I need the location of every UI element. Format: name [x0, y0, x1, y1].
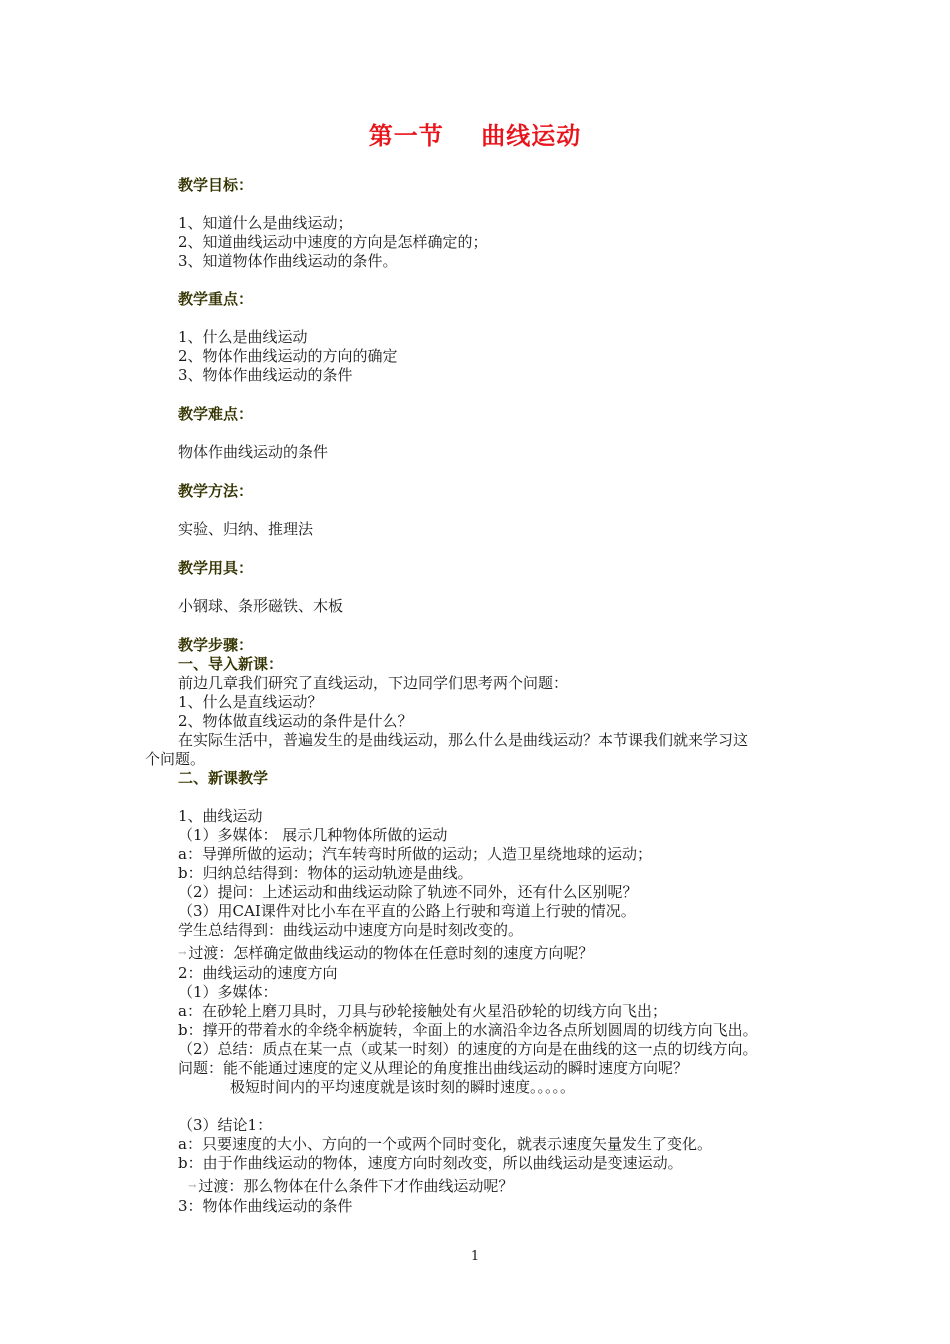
transition-text: 过渡：那么物体在什么条件下才作曲线运动呢？ — [198, 1177, 514, 1195]
key-item: 1、什么是曲线运动 — [178, 328, 308, 346]
step2-line: （2）提问：上述运动和曲线运动除了轨迹不同外，还有什么区别呢？ — [178, 883, 638, 901]
step2-line: b：归纳总结得到：物体的运动轨迹是曲线。 — [178, 864, 473, 882]
step2-line: 学生总结得到：曲线运动中速度方向是时刻改变的。 — [178, 921, 524, 939]
step2-line: a：导弹所做的运动；汽车转弯时所做的运动；人造卫星绕地球的运动； — [178, 845, 652, 863]
step2-line: a：只要速度的大小、方向的一个或两个同时变化，就表示速度矢量发生了变化。 — [178, 1135, 712, 1153]
step1-line: 1、什么是直线运动？ — [178, 693, 323, 711]
page-title: 第一节 曲线运动 — [368, 122, 582, 150]
method-text: 实验、归纳、推理法 — [178, 520, 314, 538]
tools-text: 小钢球、条形磁铁、木板 — [178, 597, 344, 615]
key-heading: 教学重点： — [178, 290, 254, 308]
step2-line: （1）多媒体： 展示几种物体所做的运动 — [178, 826, 448, 844]
step2-heading: 二、新课教学 — [178, 769, 269, 787]
difficult-heading: 教学难点： — [178, 405, 254, 423]
step2-line: 极短时间内的平均速度就是该时刻的瞬时速度。。。。。 — [230, 1078, 576, 1096]
step1-line: 在实际生活中，普遍发生的是曲线运动，那么什么是曲线运动？本节课我们就来学习这 — [178, 731, 749, 749]
goal-item: 3、知道物体作曲线运动的条件。 — [178, 252, 398, 270]
step2-line: （1）多媒体： — [178, 983, 278, 1001]
transition-text: 过渡：怎样确定做曲线运动的物体在任意时刻的速度方向呢？ — [188, 944, 594, 962]
step2-line — [188, 1177, 513, 1196]
difficult-text: 物体作曲线运动的条件 — [178, 443, 329, 461]
tools-heading: 教学用具： — [178, 559, 254, 577]
step2-line: （2）总结：质点在某一点（或某一时刻）的速度的方向是在曲线的这一点的切线方向。 — [178, 1040, 758, 1058]
step2-line: 问题：能不能通过速度的定义从理论的角度推出曲线运动的瞬时速度方向呢？ — [178, 1059, 689, 1077]
method-heading: 教学方法： — [178, 482, 254, 500]
step1-line: 2、物体做直线运动的条件是什么？ — [178, 712, 413, 730]
step2-line: b：由于作曲线运动的物体，速度方向时刻改变，所以曲线运动是变速运动。 — [178, 1154, 683, 1172]
step2-line: 2：曲线运动的速度方向 — [178, 964, 338, 982]
step2-line: 3：物体作曲线运动的条件 — [178, 1197, 353, 1215]
key-item: 3、物体作曲线运动的条件 — [178, 366, 353, 384]
key-item: 2、物体作曲线运动的方向的确定 — [178, 347, 398, 365]
step1-line: 前边几章我们研究了直线运动，下边同学们思考两个问题： — [178, 674, 569, 692]
step2-line: a：在砂轮上磨刀具时，刀具与砂轮接触处有火星沿砂轮的切线方向飞出； — [178, 1002, 667, 1020]
step2-line: 1、曲线运动 — [178, 807, 263, 825]
step1-line: 个问题。 — [145, 750, 206, 768]
steps-heading: 教学步骤： — [178, 636, 254, 654]
page-number: 1 — [470, 1249, 480, 1264]
goal-item: 1、知道什么是曲线运动； — [178, 214, 353, 232]
step2-line: （3）用CAI课件对比小车在平直的公路上行驶和弯道上行驶的情况。 — [178, 902, 636, 920]
step2-line: b：撑开的带着水的伞绕伞柄旋转，伞面上的水滴沿伞边各点所划圆周的切线方向飞出。 — [178, 1021, 758, 1039]
step1-heading: 一、导入新课： — [178, 655, 284, 673]
goal-item: 2、知道曲线运动中速度的方向是怎样确定的； — [178, 233, 488, 251]
step2-line: （3）结论1： — [178, 1116, 273, 1134]
arrow-mark-icon: → — [178, 948, 187, 959]
step2-line — [178, 944, 593, 963]
goals-heading: 教学目标： — [178, 176, 254, 194]
arrow-mark-icon: → — [188, 1181, 197, 1192]
